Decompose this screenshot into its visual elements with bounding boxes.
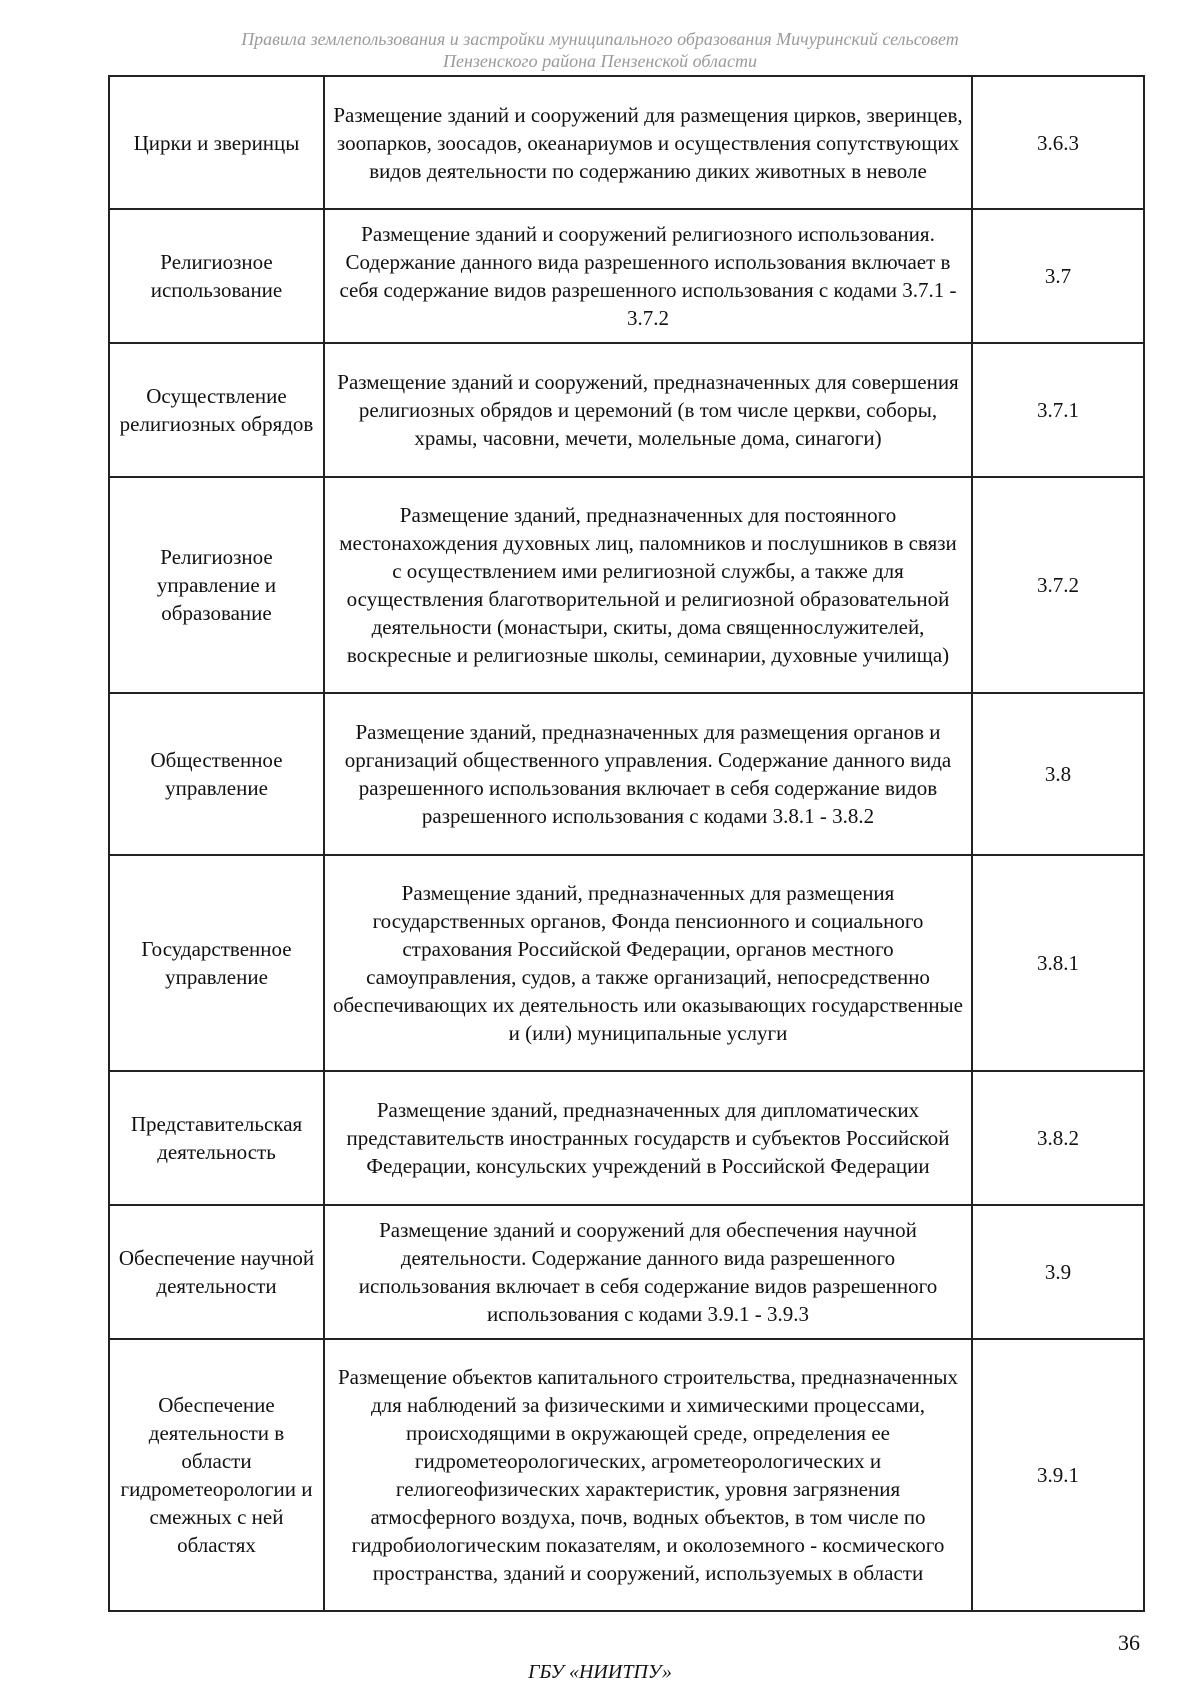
table-row — [109, 1339, 1144, 1611]
use-code: 3.9 — [972, 1205, 1144, 1339]
use-name: Представительская деятельность — [109, 1071, 324, 1205]
use-code: 3.9.1 — [972, 1339, 1144, 1611]
use-code: 3.8 — [972, 693, 1144, 855]
table-row — [109, 477, 1144, 693]
use-code: 3.7.2 — [972, 477, 1144, 693]
use-description: Размещение объектов капитального строительства, предназначенных для наблюдений за физическими и химическими процессами, происходящими в окружающей среде, определения ее гидрометеорологических, агрометеорологических и гелиогеофизических характеристик, уровня загрязнения атмосферного воздуха, почв, водных объектов, в том числе по гидробиологическим показателям, и околоземного - космического пространства, зданий и сооружений, используемых в области — [324, 1339, 972, 1611]
header-line-1: Правила землепользования и застройки муниципального образования Мичуринский сельсовет — [241, 29, 959, 49]
table-row — [109, 209, 1144, 343]
use-code: 3.6.3 — [972, 76, 1144, 209]
use-name: Обеспечение деятельности в области гидрометеорологии и смежных с ней областях — [109, 1339, 324, 1611]
table-row — [109, 76, 1144, 209]
table-row — [109, 1071, 1144, 1205]
table-row — [109, 343, 1144, 477]
page-header — [0, 28, 1200, 72]
use-code: 3.7.1 — [972, 343, 1144, 477]
use-description: Размещение зданий и сооружений для обеспечения научной деятельности. Содержание данного вида разрешенного использования включает в себя содержание видов разрешенного использования с кодами 3.9.1 - 3.9.3 — [324, 1205, 972, 1339]
page-number: 36 — [1118, 1630, 1140, 1655]
table-row — [109, 693, 1144, 855]
use-code: 3.8.2 — [972, 1071, 1144, 1205]
use-description: Размещение зданий и сооружений религиозного использования. Содержание данного вида разрешенного использования включает в себя содержание видов разрешенного использования с кодами 3.7.1 - 3.7.2 — [324, 209, 972, 343]
use-description: Размещение зданий и сооружений для размещения цирков, зверинцев, зоопарков, зоосадов, океанариумов и осуществления сопутствующих видов деятельности по содержанию диких животных в неволе — [324, 76, 972, 209]
use-description: Размещение зданий, предназначенных для дипломатических представительств иностранных государств и субъектов Российской Федерации, консульских учреждений в Российской Федерации — [324, 1071, 972, 1205]
use-name: Осуществление религиозных обрядов — [109, 343, 324, 477]
use-description: Размещение зданий, предназначенных для размещения органов и организаций общественного управления. Содержание данного вида разрешенного использования включает в себя содержание видов разрешенного использования с кодами 3.8.1 - 3.8.2 — [324, 693, 972, 855]
permitted-use-table — [108, 75, 1145, 1612]
use-description: Размещение зданий и сооружений, предназначенных для совершения религиозных обрядов и церемоний (в том числе церкви, соборы, храмы, часовни, мечети, молельные дома, синагоги) — [324, 343, 972, 477]
use-description: Размещение зданий, предназначенных для постоянного местонахождения духовных лиц, паломников и послушников в связи с осуществлением ими религиозной службы, а также для осуществления благотворительной и религиозной образовательной деятельности (монастыри, скиты, дома священнослужителей, воскресные и религиозные школы, семинарии, духовные училища) — [324, 477, 972, 693]
use-name: Общественное управление — [109, 693, 324, 855]
use-name: Религиозное использование — [109, 209, 324, 343]
use-code: 3.8.1 — [972, 855, 1144, 1071]
table-row — [109, 1205, 1144, 1339]
use-code: 3.7 — [972, 209, 1144, 343]
use-name: Обеспечение научной деятельности — [109, 1205, 324, 1339]
page-footer: ГБУ «НИИТПУ» — [528, 1661, 672, 1683]
table-row — [109, 855, 1144, 1071]
use-description: Размещение зданий, предназначенных для размещения государственных органов, Фонда пенсионного и социального страхования Российской Федерации, органов местного самоуправления, судов, а также организаций, непосредственно обеспечивающих их деятельность или оказывающих государственные и (или) муниципальные услуги — [324, 855, 972, 1071]
use-name: Религиозное управление и образование — [109, 477, 324, 693]
use-name: Государственное управление — [109, 855, 324, 1071]
header-line-2: Пензенского района Пензенской области — [442, 51, 758, 71]
use-name: Цирки и зверинцы — [109, 76, 324, 209]
